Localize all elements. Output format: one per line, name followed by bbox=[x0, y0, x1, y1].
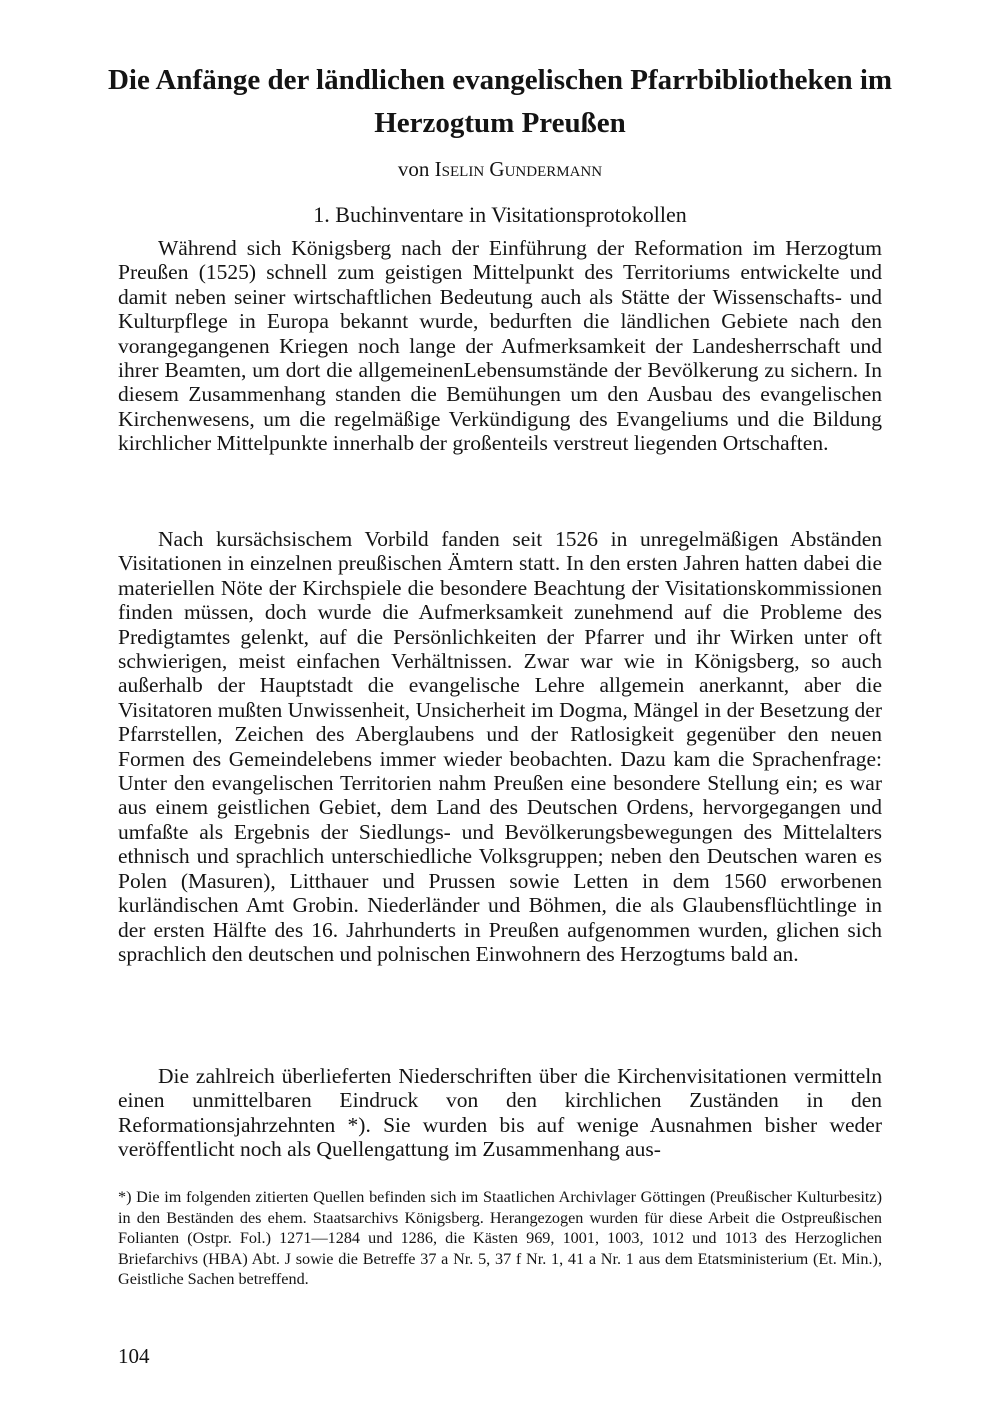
body-text-block-2 bbox=[118, 527, 882, 966]
body-text-block-1 bbox=[118, 236, 882, 456]
author-prefix: von bbox=[397, 157, 430, 181]
body-text-block-3 bbox=[118, 1064, 882, 1162]
paragraph-3: Die zahlreich überlieferten Niederschriften über die Kirchenvisitationen vermitteln einen unmittelbaren Eindruck von den kirchlichen Zuständen in den Reformationsjahrzehnten *). Sie wurden bis auf wenige Ausnahmen bisher weder veröffentlicht noch als Quellengattung im Zusammenhang aus- bbox=[118, 1064, 882, 1162]
page-number: 104 bbox=[118, 1344, 150, 1368]
paragraph-2: Nach kursächsischem Vorbild fanden seit 1526 in unregelmäßigen Abständen Visitationen in einzelnen preußischen Ämtern statt. In den ersten Jahren hatten dabei die materiellen Nöte der Kirchspiele die besondere Beachtung der Visitationskommissionen finden müssen, doch wurde die Aufmerksamkeit zunehmend auf die Probleme des Predigtamtes gelenkt, auf die Persönlichkeiten der Pfarrer und ihr Wirken unter oft schwierigen, meist einfachen Verhältnissen. Zwar war wie in Königsberg, so auch außerhalb der Hauptstadt die evangelische Lehre allgemein anerkannt, aber die Visitatoren mußten Unwissenheit, Unsicherheit im Dogma, Mängel in der Besetzung der Pfarrstellen, Zeichen des Aberglaubens und der Ratlosigkeit gegenüber den neuen Formen des Gemeindelebens immer wieder beobachten. Dazu kam die Sprachenfrage: Unter den evangelischen Territorien nahm Preußen eine besondere Stellung ein; es war aus einem geistlichen Gebiet, dem Land des Deutschen Ordens, hervorgegangen und umfaßte als Ergebnis der Siedlungs- und Bevölkerungsbewegungen des Mittelalters ethnisch und sprachlich unterschiedliche Volksgruppen; neben den Deutschen waren es Polen (Masuren), Litthauer und Prussen sowie Letten in dem 1560 erworbenen kurländischen Amt Grobin. Niederländer und Böhmen, die als Glaubensflüchtlinge in der ersten Hälfte des 16. Jahrhunderts in Preußen aufgenommen wurden, glichen sich sprachlich den deutschen und polnischen Einwohnern des Herzogtums bald an. bbox=[118, 527, 882, 966]
author-line bbox=[100, 156, 900, 182]
footnote bbox=[118, 1187, 882, 1290]
paragraph-1: Während sich Königsberg nach der Einführung der Reformation im Herzogtum Preußen (1525) schnell zum geistigen Mittelpunkt des Territoriums entwickelte und damit neben seiner wirtschaftlichen Bedeutung auch als Stätte der Wissenschafts- und Kulturpflege in Europa bekannt wurde, bedurften die ländlichen Gebiete nach den vorangegangenen Kriegen noch lange der Aufmerksamkeit der Landesherrschaft und ihrer Beamten, um dort die allgemeinenLebensumstände der Bevölkerung zu sichern. In diesem Zusammenhang standen die Bemühungen um den Ausbau des evangelischen Kirchenwesens, um die regelmäßige Verkündigung des Evangeliums und die Bildung kirchlicher Mittelpunkte innerhalb der großenteils verstreut liegenden Ortschaften. bbox=[118, 236, 882, 456]
article-title-line-2: Herzogtum Preußen bbox=[374, 107, 626, 139]
article-title-line-1: Die Anfänge der ländlichen evangelischen Pfarrbibliotheken im bbox=[107, 64, 893, 96]
footnote-text: *) Die im folgenden zitierten Quellen befinden sich im Staatlichen Archivlager Göttingen (Preußischer Kulturbesitz) in den Beständen des ehem. Staatsarchivs Königsberg. Herangezogen wurden für diese Arbeit die Ostpreußischen Folianten (Ostpr. Fol.) 1271—1284 und 1286, die Kästen 969, 1001, 1003, 1012 und 1013 des Herzoglichen Briefarchivs (HBA) Abt. J sowie die Betreffe 37 a Nr. 5, 37 f Nr. 1, 41 a Nr. 1 aus dem Etatsministerium (Et. Min.), Geistliche Sachen betreffend. bbox=[118, 1188, 882, 1288]
section-heading: 1. Buchinventare in Visitationsprotokollen bbox=[313, 202, 687, 227]
author-name: Iselin Gundermann bbox=[434, 157, 603, 181]
